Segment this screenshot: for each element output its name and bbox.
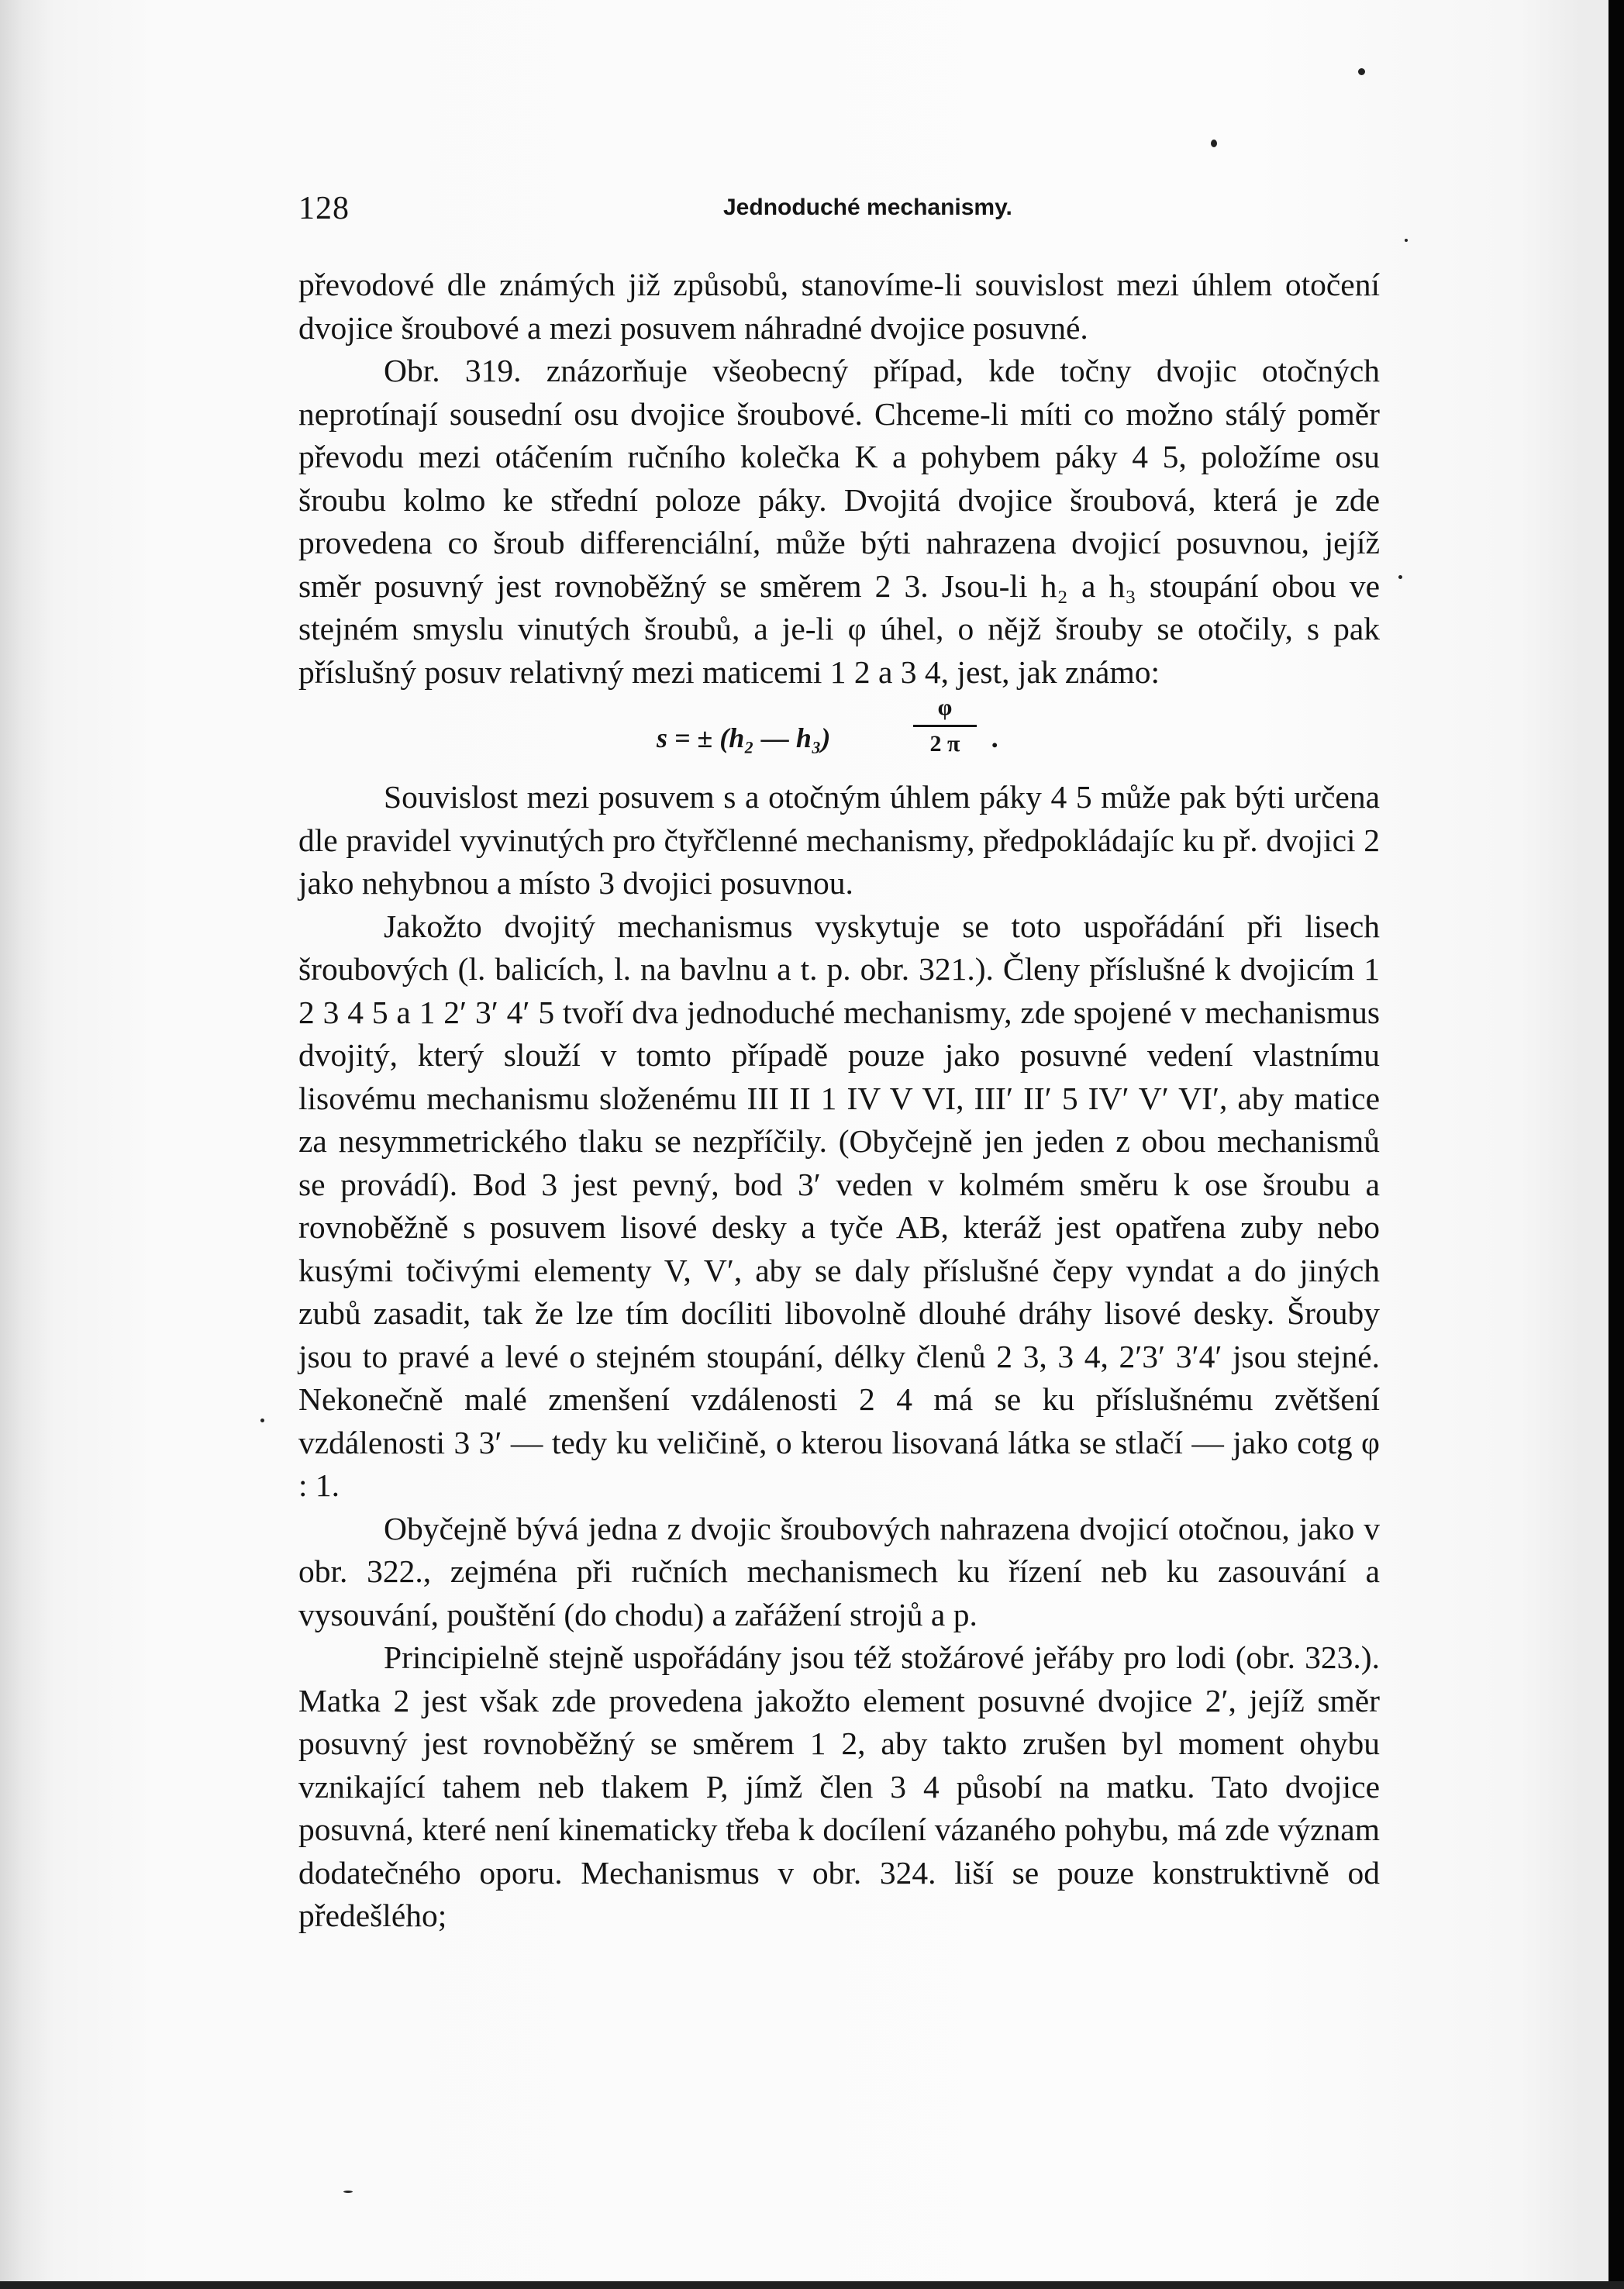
- paragraph: převodové dle známých již způsobů, stanovíme-li souvislost mezi úhlem otočení dvojice šroubové a mezi posuvem náhradné dvojice posuvné.: [298, 267, 1380, 346]
- paragraph: Obr. 319. znázorňuje všeobecný případ, kde točny dvojic otočných neprotínají sousední osu dvojice šroubové. Chceme-li míti co možno stálý poměr převodu mezi otáčením ručního kolečka K a pohybem páky 4 5, položíme osu šroubu kolmo ke střední poloze páky. Dvojitá dvojice šroubová, která je zde provedena co šroub differenciální, může býti nahrazena dvojicí posuvnou, jejíž směr posuvný jest rovnoběžný se směrem 2 3. Jsou-li h₂ a h₃ stoupání obou ve stejném smyslu vinutých šroubů, a je-li φ úhel, o nějž šrouby se otočily, s pak příslušný posuv relativný mezi maticemi 1 2 a 3 4, jest, jak známo:: [298, 353, 1380, 690]
- paragraph: Principielně stejně uspořádány jsou též stožárové jeřáby pro lodi (obr. 323.). Matka 2 jest však zde provedena jakožto element posuvné dvojice 2′, jejíž směr posuvný jest rovnoběžný se směrem 1 2, aby takto zrušen byl moment ohybu vznikající tahem neb tlakem P, jímž člen 3 4 působí na matku. Tato dvojice posuvná, které není kinematicky třeba k docílení vázaného pohybu, má zde význam dodatečného oporu. Mechanismus v obr. 324. liší se pouze konstruktivně od předešlého;: [298, 1639, 1380, 1933]
- page-body: [298, 264, 1380, 1938]
- paragraph: Jakožto dvojitý mechanismus vyskytuje se toto uspořádání při lisech šroubových (l. balicích, l. na bavlnu a t. p. obr. 321.). Členy příslušné k dvojicím 1 2 3 4 5 a 1 2′ 3′ 4′ 5 tvoří dva jednoduché mechanismy, zde spojené v mechanismus dvojitý, který slouží v tomto případě pouze jako posuvné vedení vlastnímu lisovému mechanismu složenému III II 1 IV V VI, III′ II′ 5 IV′ V′ VI′, aby matice za nesymmetrického tlaku se nezpříčily. (Obyčejně jen jeden z obou mechanismů se provádí). Bod 3 jest pevný, bod 3′ veden v kolmém směru k ose šroubu a rovnoběžně s posuvem lisové desky a tyče AB, kteráž jest opatřena zuby nebo kusými točivými elementy V, V′, aby se daly příslušné čepy vyndat a do jiných zubů zasadit, tak že lze tím docíliti libovolně dlouhé dráhy lisové desky. Šrouby jsou to pravé a levé o stejném stoupání, délky členů 2 3, 3 4, 2′3′ 3′4′ jsou stejné. Nekonečně malé zmenšení vzdálenosti 2 4 má se ku příslušnému zvětšení vzdálenosti 3 3′ — tedy ku veličině, o kterou lisovaná látka se stlačí — jako cotg φ : 1.: [298, 908, 1380, 1503]
- scan-edge-bottom: [0, 2281, 1624, 2289]
- equation-lhs: s = ± (h₂ — h₃): [657, 722, 831, 753]
- equation-fraction: [913, 694, 977, 758]
- running-title: Jednoduché mechanismy.: [723, 195, 1012, 220]
- equation-numerator: φ: [937, 695, 953, 720]
- paragraph: Obyčejně bývá jedna z dvojic šroubových nahrazena dvojicí otočnou, jako v obr. 322., zejména při ručních mechanismech ku řízení neb ku zasouvání a vysouvání, pouštění (do chodu) a zařážení strojů a p.: [298, 1510, 1380, 1632]
- scan-edge-right: [1608, 0, 1624, 2289]
- fraction-bar: [913, 725, 977, 727]
- dust-speck: [343, 2191, 353, 2193]
- equation: [298, 694, 1380, 776]
- equation-denominator: 2 π: [929, 731, 960, 757]
- dust-speck: [1211, 140, 1217, 147]
- page-header: [298, 190, 1384, 236]
- paragraph: Souvislost mezi posuvem s a otočným úhlem páky 4 5 může pak býti určena dle pravidel vyvinutých pro čtyřčlenné mechanismy, předpokládajíc ku př. dvojici 2 jako nehybnou a místo 3 dvojici posuvnou.: [298, 779, 1380, 901]
- dust-speck: [1358, 68, 1365, 75]
- dust-speck: [1398, 575, 1402, 579]
- dust-speck: [1405, 239, 1408, 242]
- equation-end: .: [992, 722, 999, 753]
- page-number: 128: [298, 191, 350, 226]
- dust-speck: [260, 1419, 264, 1422]
